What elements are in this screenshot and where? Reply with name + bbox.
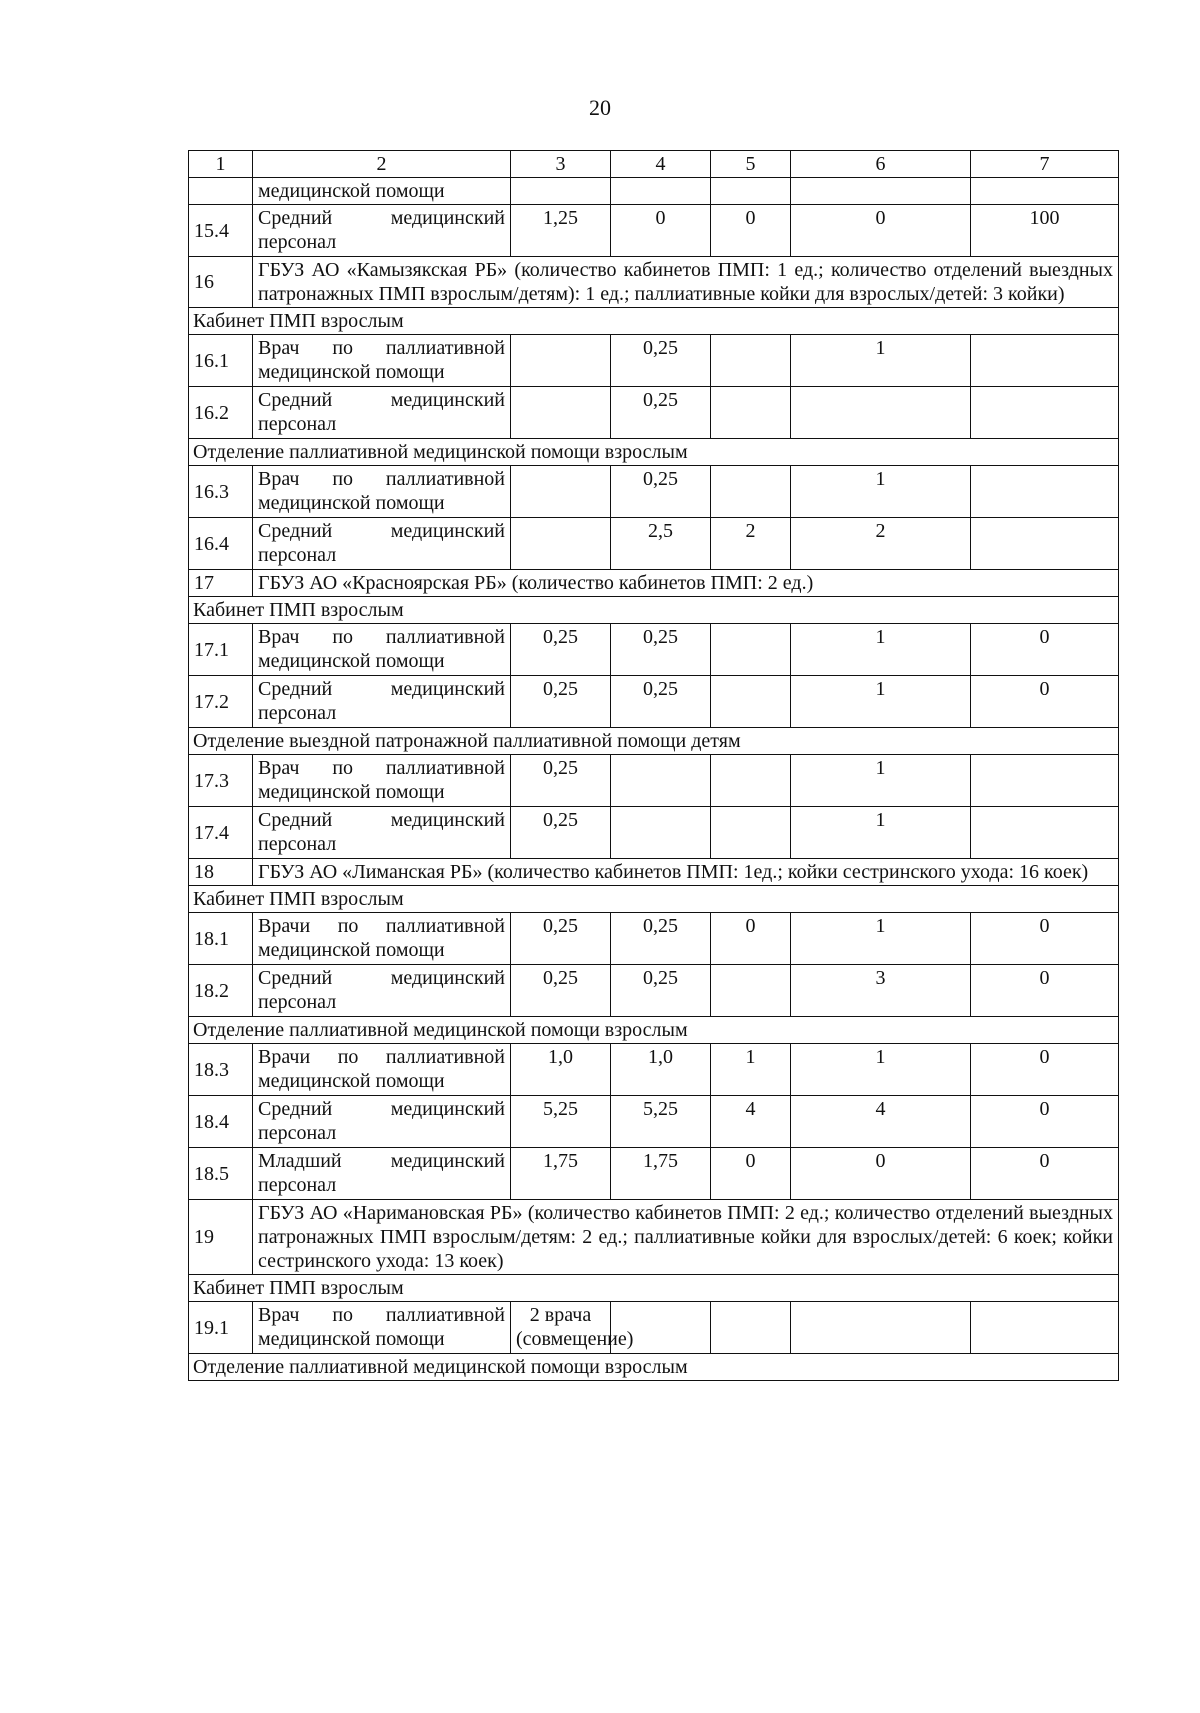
cell-col-6 [791,178,971,205]
row-number: 16.3 [189,466,253,518]
cell-col-5 [711,755,791,807]
row-number: 17 [189,570,253,597]
position-name: Младший медицинский персонал [253,1148,511,1200]
cell-col-3: 0,25 [511,965,611,1017]
cell-col-3: 1,25 [511,205,611,257]
header-cell-4: 4 [611,151,711,178]
row-number: 17.4 [189,807,253,859]
cell-col-4: 0,25 [611,676,711,728]
table-row [189,965,1119,1017]
section-title: Отделение паллиативной медицинской помощи взрослым [189,1017,1119,1044]
position-name: Врач по паллиативной медицинской помощи [253,466,511,518]
table-row [189,624,1119,676]
organization-row [189,1200,1119,1275]
header-cell-7: 7 [971,151,1119,178]
cell-col-3 [511,335,611,387]
row-number: 17.3 [189,755,253,807]
position-name: Врач по паллиативной медицинской помощи [253,755,511,807]
header-cell-6: 6 [791,151,971,178]
cell-col-4: 5,25 [611,1096,711,1148]
cell-col-4 [611,807,711,859]
table-row [189,387,1119,439]
cell-col-7 [971,466,1119,518]
cell-col-6: 1 [791,755,971,807]
table-row [189,335,1119,387]
cell-col-4: 0,25 [611,466,711,518]
cell-col-5 [711,387,791,439]
row-number: 18.1 [189,913,253,965]
row-number: 18.3 [189,1044,253,1096]
row-number: 16.2 [189,387,253,439]
cell-col-5 [711,807,791,859]
cell-col-3: 0,25 [511,676,611,728]
organization-description: ГБУЗ АО «Лиманская РБ» (количество кабинетов ПМП: 1ед.; койки сестринского ухода: 16 коек) [253,859,1119,886]
cell-col-3: 2 врача (совмещение) [511,1302,611,1354]
organization-row [189,570,1119,597]
cell-col-6: 3 [791,965,971,1017]
row-number: 17.1 [189,624,253,676]
table-row [189,518,1119,570]
cell-col-5 [711,965,791,1017]
section-title: Кабинет ПМП взрослым [189,308,1119,335]
section-title: Кабинет ПМП взрослым [189,597,1119,624]
cell-col-7 [971,335,1119,387]
cell-col-6: 1 [791,466,971,518]
cell-col-4: 1,75 [611,1148,711,1200]
cell-col-4 [611,755,711,807]
header-cell-5: 5 [711,151,791,178]
cell-col-6: 0 [791,1148,971,1200]
position-name: Врач по паллиативной медицинской помощи [253,624,511,676]
cell-col-6: 1 [791,624,971,676]
row-number: 18.5 [189,1148,253,1200]
table-row [189,178,1119,205]
header-cell-2: 2 [253,151,511,178]
cell-col-7: 0 [971,913,1119,965]
organization-row [189,859,1119,886]
position-name: Средний медицинский персонал [253,965,511,1017]
section-title: Отделение паллиативной медицинской помощи взрослым [189,439,1119,466]
position-name: медицинской помощи [253,178,511,205]
cell-col-5: 4 [711,1096,791,1148]
section-row [189,728,1119,755]
section-row [189,1017,1119,1044]
cell-col-6: 2 [791,518,971,570]
cell-col-4: 2,5 [611,518,711,570]
cell-col-5: 0 [711,205,791,257]
cell-col-3: 0,25 [511,624,611,676]
section-row [189,597,1119,624]
table-row [189,1044,1119,1096]
cell-col-3 [511,178,611,205]
position-name: Средний медицинский персонал [253,518,511,570]
row-number: 16 [189,257,253,308]
cell-col-3: 5,25 [511,1096,611,1148]
row-number: 16.1 [189,335,253,387]
row-number: 19.1 [189,1302,253,1354]
section-row [189,439,1119,466]
table-body [189,151,1119,1381]
table-row [189,466,1119,518]
cell-col-7: 0 [971,624,1119,676]
position-name: Врач по паллиативной медицинской помощи [253,335,511,387]
row-number: 18.4 [189,1096,253,1148]
row-number: 19 [189,1200,253,1275]
cell-col-3: 0,25 [511,913,611,965]
section-row [189,308,1119,335]
row-number: 15.4 [189,205,253,257]
row-number: 17.2 [189,676,253,728]
row-number [189,178,253,205]
page-number: 20 [589,95,611,120]
cell-col-4: 1,0 [611,1044,711,1096]
table-row [189,913,1119,965]
cell-col-6: 1 [791,807,971,859]
section-row [189,886,1119,913]
organization-description: ГБУЗ АО «Камызякская РБ» (количество кабинетов ПМП: 1 ед.; количество отделений выездных патронажных ПМП взрослым/детям): 1 ед.; паллиативные койки для взрослых/детей: 3 койки) [253,257,1119,308]
header-cell-3: 3 [511,151,611,178]
table-row [189,755,1119,807]
cell-col-6 [791,387,971,439]
cell-col-5 [711,676,791,728]
table-row [189,676,1119,728]
table-row [189,205,1119,257]
cell-col-7 [971,518,1119,570]
cell-col-7: 100 [971,205,1119,257]
position-name: Врачи по паллиативной медицинской помощи [253,913,511,965]
cell-col-4: 0 [611,205,711,257]
cell-col-4: 0,25 [611,335,711,387]
cell-col-7: 0 [971,965,1119,1017]
cell-col-7: 0 [971,1044,1119,1096]
section-title: Отделение паллиативной медицинской помощи взрослым [189,1354,1119,1381]
cell-col-6: 1 [791,1044,971,1096]
cell-col-3 [511,518,611,570]
cell-col-3 [511,387,611,439]
section-title: Отделение выездной патронажной паллиативной помощи детям [189,728,1119,755]
cell-col-7: 0 [971,676,1119,728]
cell-col-6: 4 [791,1096,971,1148]
position-name: Средний медицинский персонал [253,387,511,439]
table-row [189,1302,1119,1354]
cell-col-3: 1,0 [511,1044,611,1096]
position-name: Средний медицинский персонал [253,1096,511,1148]
cell-col-5: 2 [711,518,791,570]
cell-col-7 [971,178,1119,205]
cell-col-5 [711,466,791,518]
cell-col-5: 0 [711,913,791,965]
cell-col-3: 0,25 [511,807,611,859]
cell-col-5 [711,1302,791,1354]
position-name: Средний медицинский персонал [253,676,511,728]
organization-row [189,257,1119,308]
cell-col-7: 0 [971,1096,1119,1148]
cell-col-4 [611,178,711,205]
cell-col-5 [711,335,791,387]
staffing-table [188,150,1119,1381]
header-row [189,151,1119,178]
cell-col-4: 0,25 [611,913,711,965]
cell-col-7 [971,755,1119,807]
cell-col-4: 0,25 [611,624,711,676]
cell-col-4: 0,25 [611,387,711,439]
cell-col-5 [711,178,791,205]
position-name: Врач по паллиативной медицинской помощи [253,1302,511,1354]
cell-col-3: 0,25 [511,755,611,807]
section-row [189,1354,1119,1381]
staffing-table-container [188,150,1118,1381]
row-number: 16.4 [189,518,253,570]
row-number: 18 [189,859,253,886]
cell-col-7 [971,1302,1119,1354]
position-name: Средний медицинский персонал [253,205,511,257]
header-cell-1: 1 [189,151,253,178]
table-row [189,1148,1119,1200]
table-row [189,1096,1119,1148]
section-title: Кабинет ПМП взрослым [189,886,1119,913]
position-name: Врачи по паллиативной медицинской помощи [253,1044,511,1096]
cell-col-4: 0,25 [611,965,711,1017]
cell-col-7: 0 [971,1148,1119,1200]
section-row [189,1275,1119,1302]
cell-col-5: 0 [711,1148,791,1200]
cell-col-6: 1 [791,676,971,728]
table-row [189,807,1119,859]
cell-col-6: 0 [791,205,971,257]
organization-description: ГБУЗ АО «Наримановская РБ» (количество кабинетов ПМП: 2 ед.; количество отделений выездных патронажных ПМП взрослым/детям: 2 ед.; паллиативные койки для взрослых/детей: 6 коек; койки сестринского ухода: 13 коек) [253,1200,1119,1275]
cell-col-7 [971,807,1119,859]
cell-col-3: 1,75 [511,1148,611,1200]
cell-col-5 [711,624,791,676]
organization-description: ГБУЗ АО «Красноярская РБ» (количество кабинетов ПМП: 2 ед.) [253,570,1119,597]
cell-col-6: 1 [791,913,971,965]
cell-col-3 [511,466,611,518]
position-name: Средний медицинский персонал [253,807,511,859]
cell-col-6 [791,1302,971,1354]
cell-col-6: 1 [791,335,971,387]
cell-col-5: 1 [711,1044,791,1096]
cell-col-7 [971,387,1119,439]
section-title: Кабинет ПМП взрослым [189,1275,1119,1302]
row-number: 18.2 [189,965,253,1017]
